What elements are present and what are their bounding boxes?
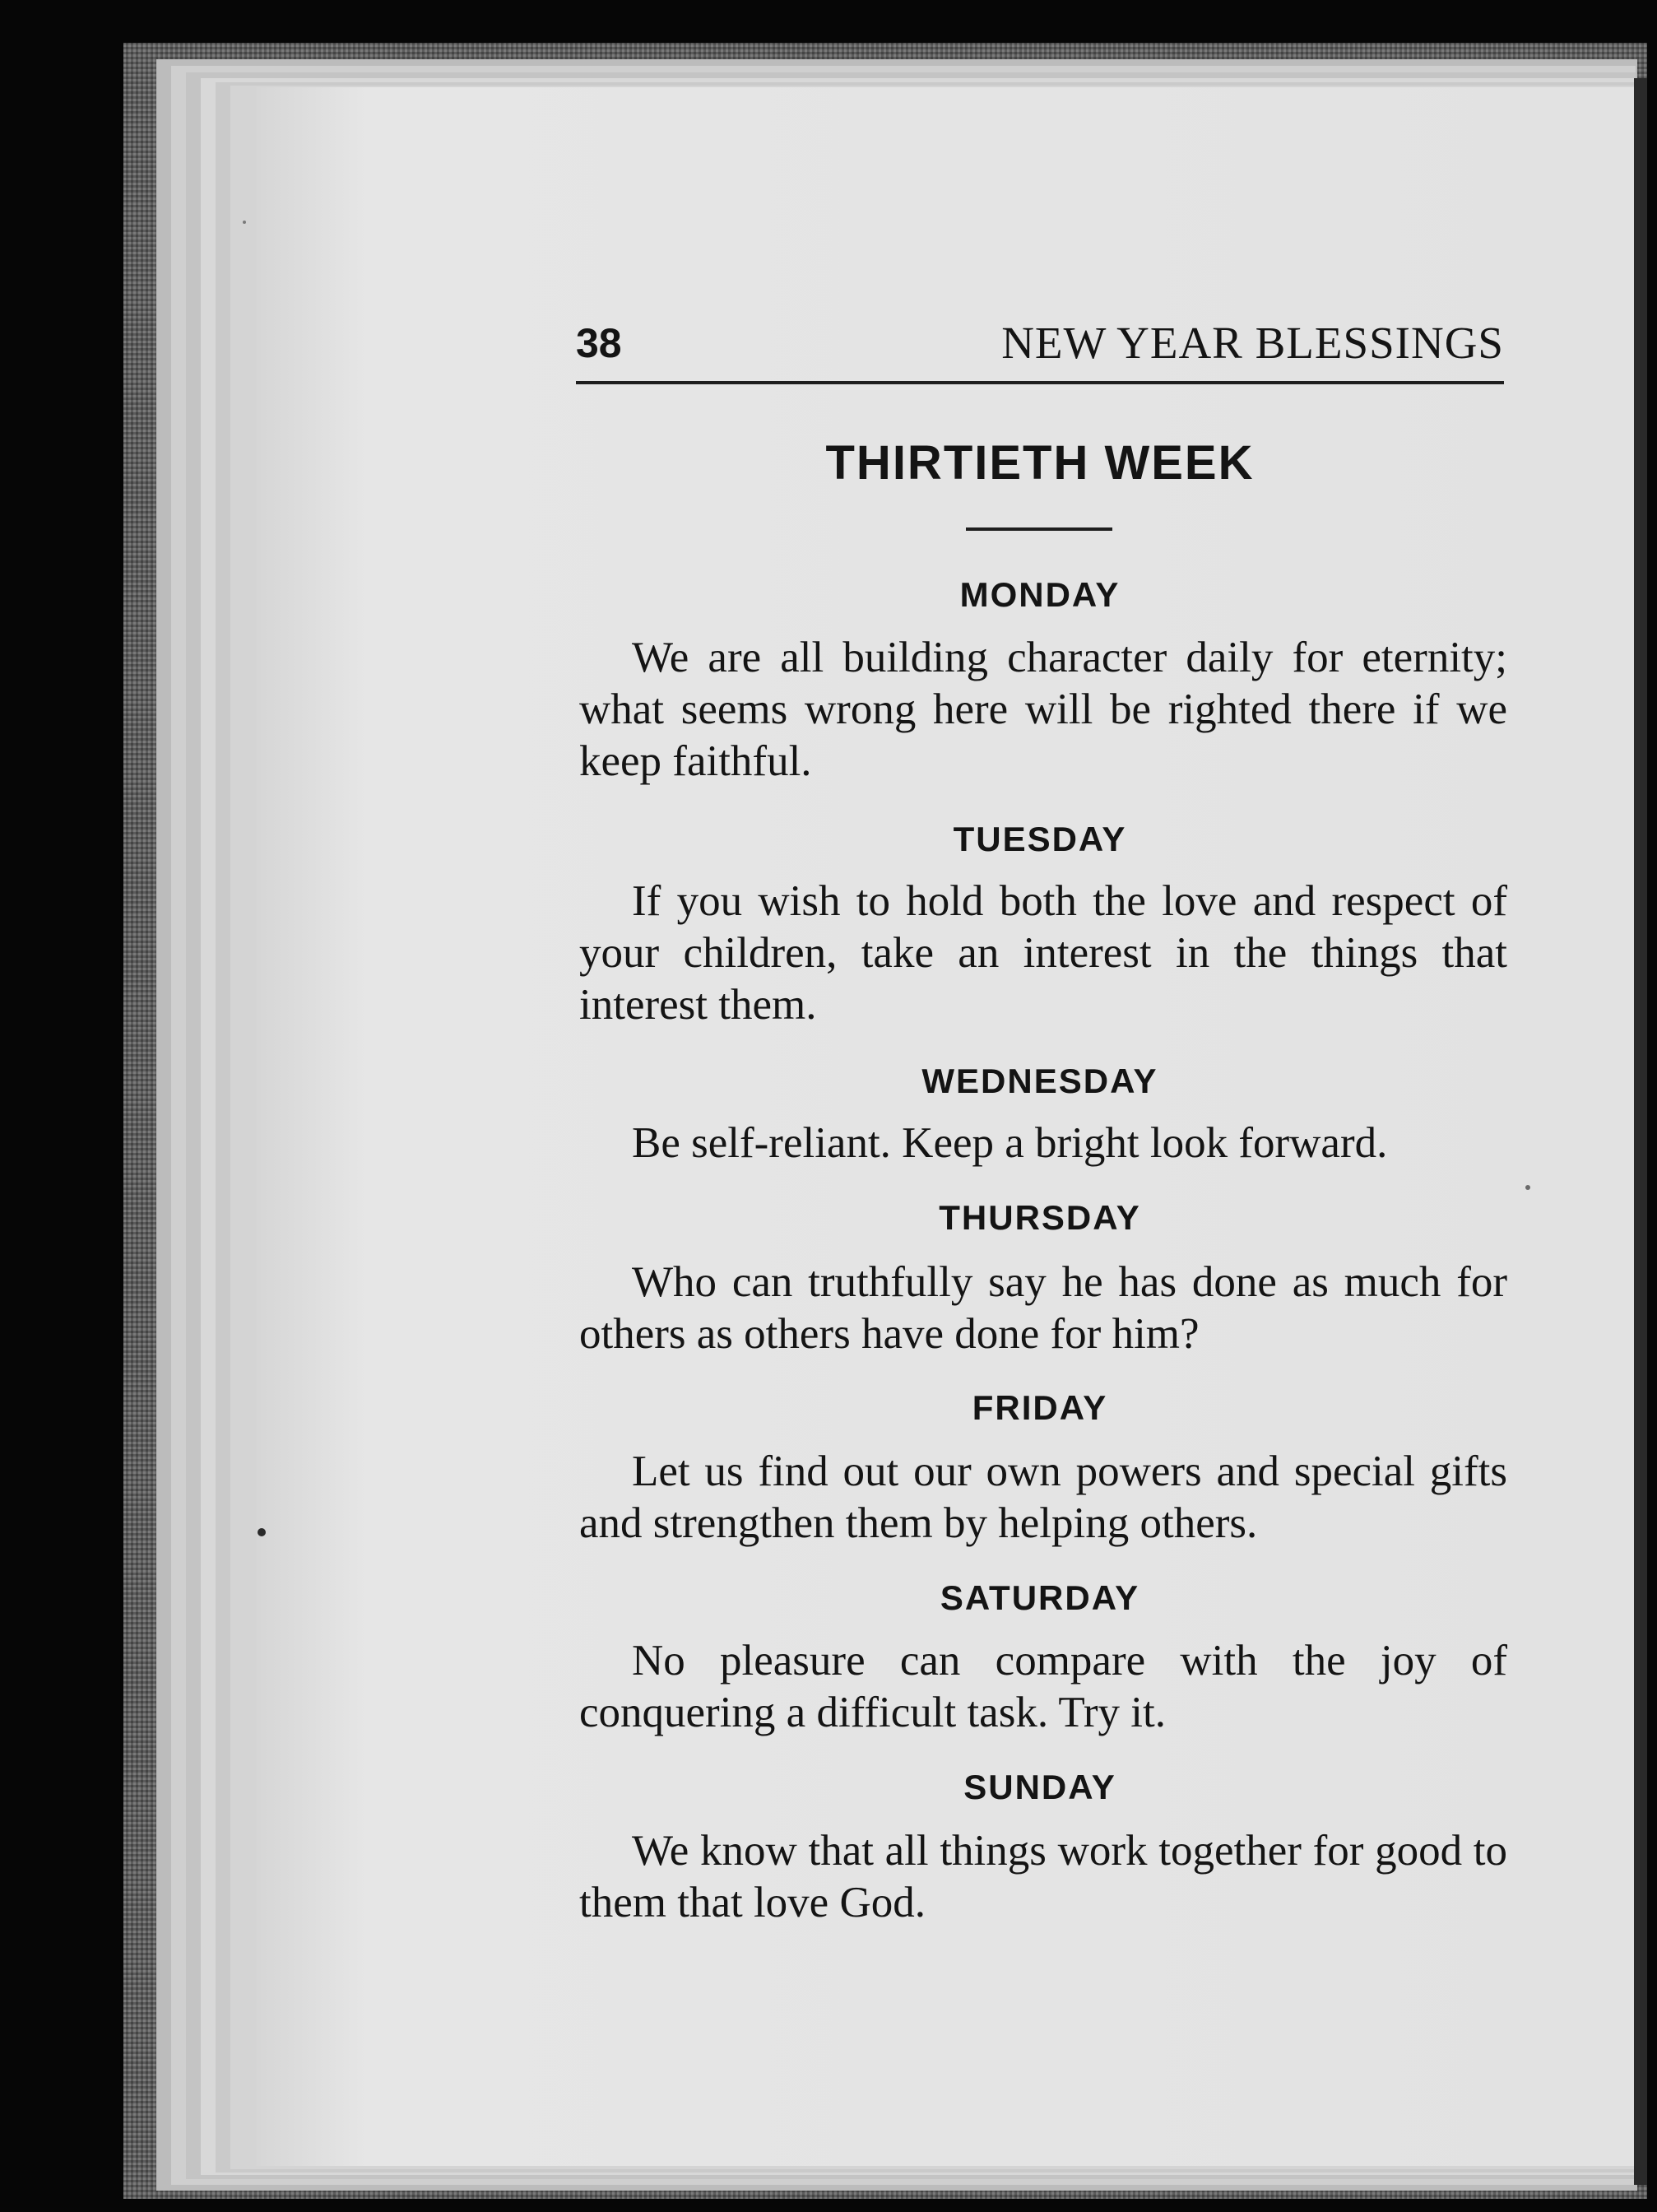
running-title: NEW YEAR BLESSINGS [1001,318,1504,368]
day-heading-friday: FRIDAY [972,1388,1108,1427]
day-text-monday: We are all building character daily for eternity; what seems wrong here will be righted there if we keep faithful. [579,634,1507,785]
header-rule [576,381,1504,384]
day-text-thursday: Who can truthfully say he has done as much for others as others have done for him? [579,1258,1507,1358]
week-title: THIRTIETH WEEK [825,436,1255,490]
page-number: 38 [576,320,622,366]
day-heading-monday: MONDAY [959,575,1121,614]
title-divider [966,527,1112,531]
day-heading-wednesday: WEDNESDAY [921,1062,1158,1100]
day-heading-thursday: THURSDAY [939,1198,1141,1237]
day-heading-saturday: SATURDAY [940,1578,1140,1617]
day-text-saturday: No pleasure can compare with the joy of conquering a difficult task. Try it. [579,1637,1507,1736]
day-heading-tuesday: TUESDAY [953,820,1127,858]
day-text-friday: Let us find out our own powers and special gifts and strengthen them by helping others. [579,1448,1507,1547]
day-text-tuesday: If you wish to hold both the love and respect of your children, take an interest in the things that interest them. [579,877,1507,1029]
day-heading-sunday: SUNDAY [963,1768,1116,1806]
day-text-wednesday: Be self-reliant. Keep a bright look forward. [632,1119,1388,1167]
day-text-sunday: We know that all things work together for good to them that love God. [579,1827,1507,1926]
running-head [576,314,1504,372]
